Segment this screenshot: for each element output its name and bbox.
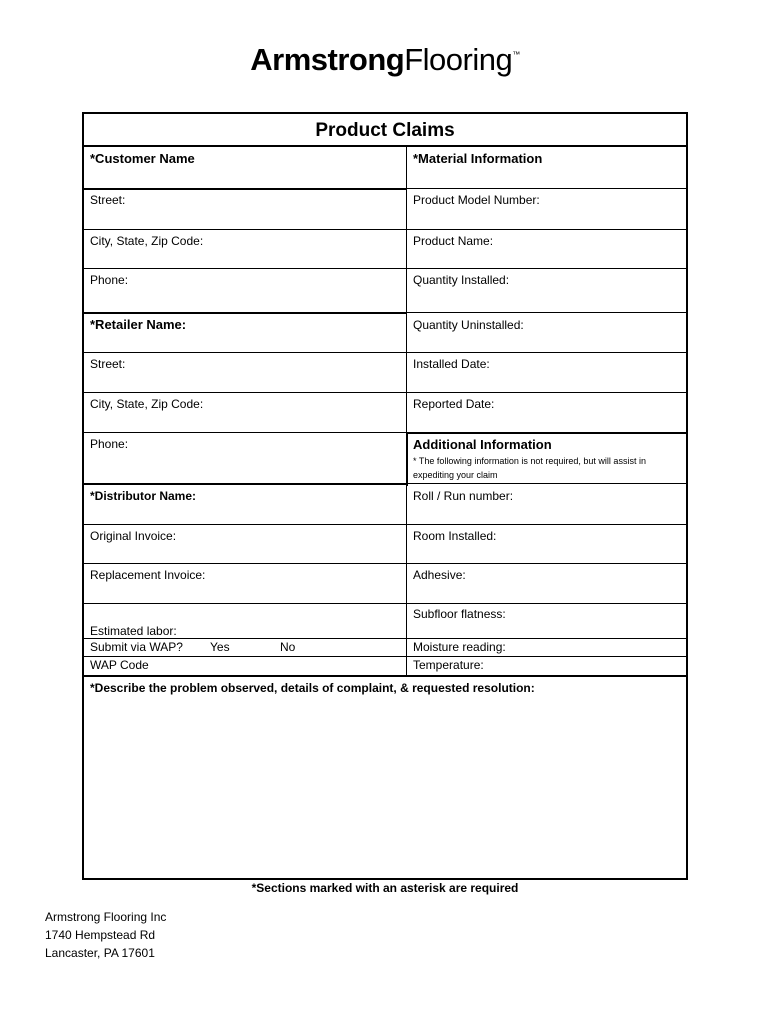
installed-date-label: Installed Date: (413, 357, 490, 371)
row-divider (84, 432, 406, 433)
required-fields-note: *Sections marked with an asterisk are required (251, 881, 519, 895)
replacement-invoice-label: Replacement Invoice: (90, 568, 206, 582)
quantity-installed-label: Quantity Installed: (413, 273, 510, 287)
product-name-label: Product Name: (413, 234, 494, 248)
row-divider (406, 524, 686, 525)
row-divider (84, 268, 406, 269)
original-invoice-label: Original Invoice: (90, 529, 177, 543)
wap-no-option[interactable]: No (280, 640, 296, 654)
row-divider (406, 268, 686, 269)
form-title: Product Claims (84, 114, 686, 147)
estimated-labor-label: Estimated labor: (90, 624, 177, 638)
describe-problem-area[interactable] (84, 696, 686, 878)
row-divider (406, 392, 686, 393)
row-divider (84, 188, 406, 190)
row-divider (84, 312, 406, 314)
row-divider (406, 432, 686, 434)
product-claims-form (82, 112, 688, 880)
row-divider (406, 312, 686, 313)
additional-information-block (407, 435, 685, 485)
row-divider (406, 352, 686, 353)
describe-problem-label: *Describe the problem observed, details of complaint, & requested resolution: (90, 681, 535, 695)
subfloor-flatness-label: Subfloor flatness: (413, 607, 506, 621)
wap-code-label: WAP Code (90, 658, 149, 672)
address-line-2: 1740 Hempstead Rd (45, 928, 156, 942)
retailer-name-label: *Retailer Name: (90, 317, 187, 332)
roll-run-label: Roll / Run number: (413, 489, 514, 503)
quantity-uninstalled-label: Quantity Uninstalled: (413, 318, 524, 332)
moisture-reading-label: Moisture reading: (413, 640, 506, 654)
wap-yes-option[interactable]: Yes (210, 640, 230, 654)
material-information-label: *Material Information (413, 151, 543, 166)
row-divider (84, 392, 406, 393)
product-model-number-label: Product Model Number: (413, 193, 540, 207)
row-divider (84, 229, 406, 230)
row-divider (84, 563, 406, 564)
customer-phone-label: Phone: (90, 273, 129, 287)
distributor-name-label: *Distributor Name: (90, 489, 197, 503)
address-line-3: Lancaster, PA 17601 (45, 946, 155, 960)
retailer-street-label: Street: (90, 357, 126, 371)
row-divider (406, 229, 686, 230)
submit-wap-label: Submit via WAP? (90, 640, 183, 654)
company-address (45, 908, 166, 962)
customer-city-label: City, State, Zip Code: (90, 234, 204, 248)
logo-brand-light: Flooring (404, 42, 513, 77)
customer-name-label: *Customer Name (90, 151, 195, 166)
logo-brand-bold: Armstrong (250, 42, 405, 77)
describe-divider (84, 675, 686, 677)
row-divider (406, 563, 686, 564)
retailer-city-label: City, State, Zip Code: (90, 397, 204, 411)
armstrong-flooring-logo (0, 42, 770, 78)
customer-street-label: Street: (90, 193, 126, 207)
additional-information-note: * The following information is not required, but will assist in expediting your claim (413, 456, 646, 480)
row-divider (84, 483, 406, 485)
logo-trademark: ™ (512, 50, 520, 59)
address-line-1: Armstrong Flooring Inc (45, 910, 167, 924)
retailer-phone-label: Phone: (90, 437, 129, 451)
row-divider (84, 603, 406, 604)
temperature-label: Temperature: (413, 658, 484, 672)
room-installed-label: Room Installed: (413, 529, 497, 543)
row-divider (406, 188, 686, 189)
reported-date-label: Reported Date: (413, 397, 495, 411)
additional-information-label: Additional Information (413, 437, 552, 452)
submit-wap-row (84, 639, 301, 657)
row-divider (84, 524, 406, 525)
adhesive-label: Adhesive: (413, 568, 466, 582)
row-divider (84, 352, 406, 353)
